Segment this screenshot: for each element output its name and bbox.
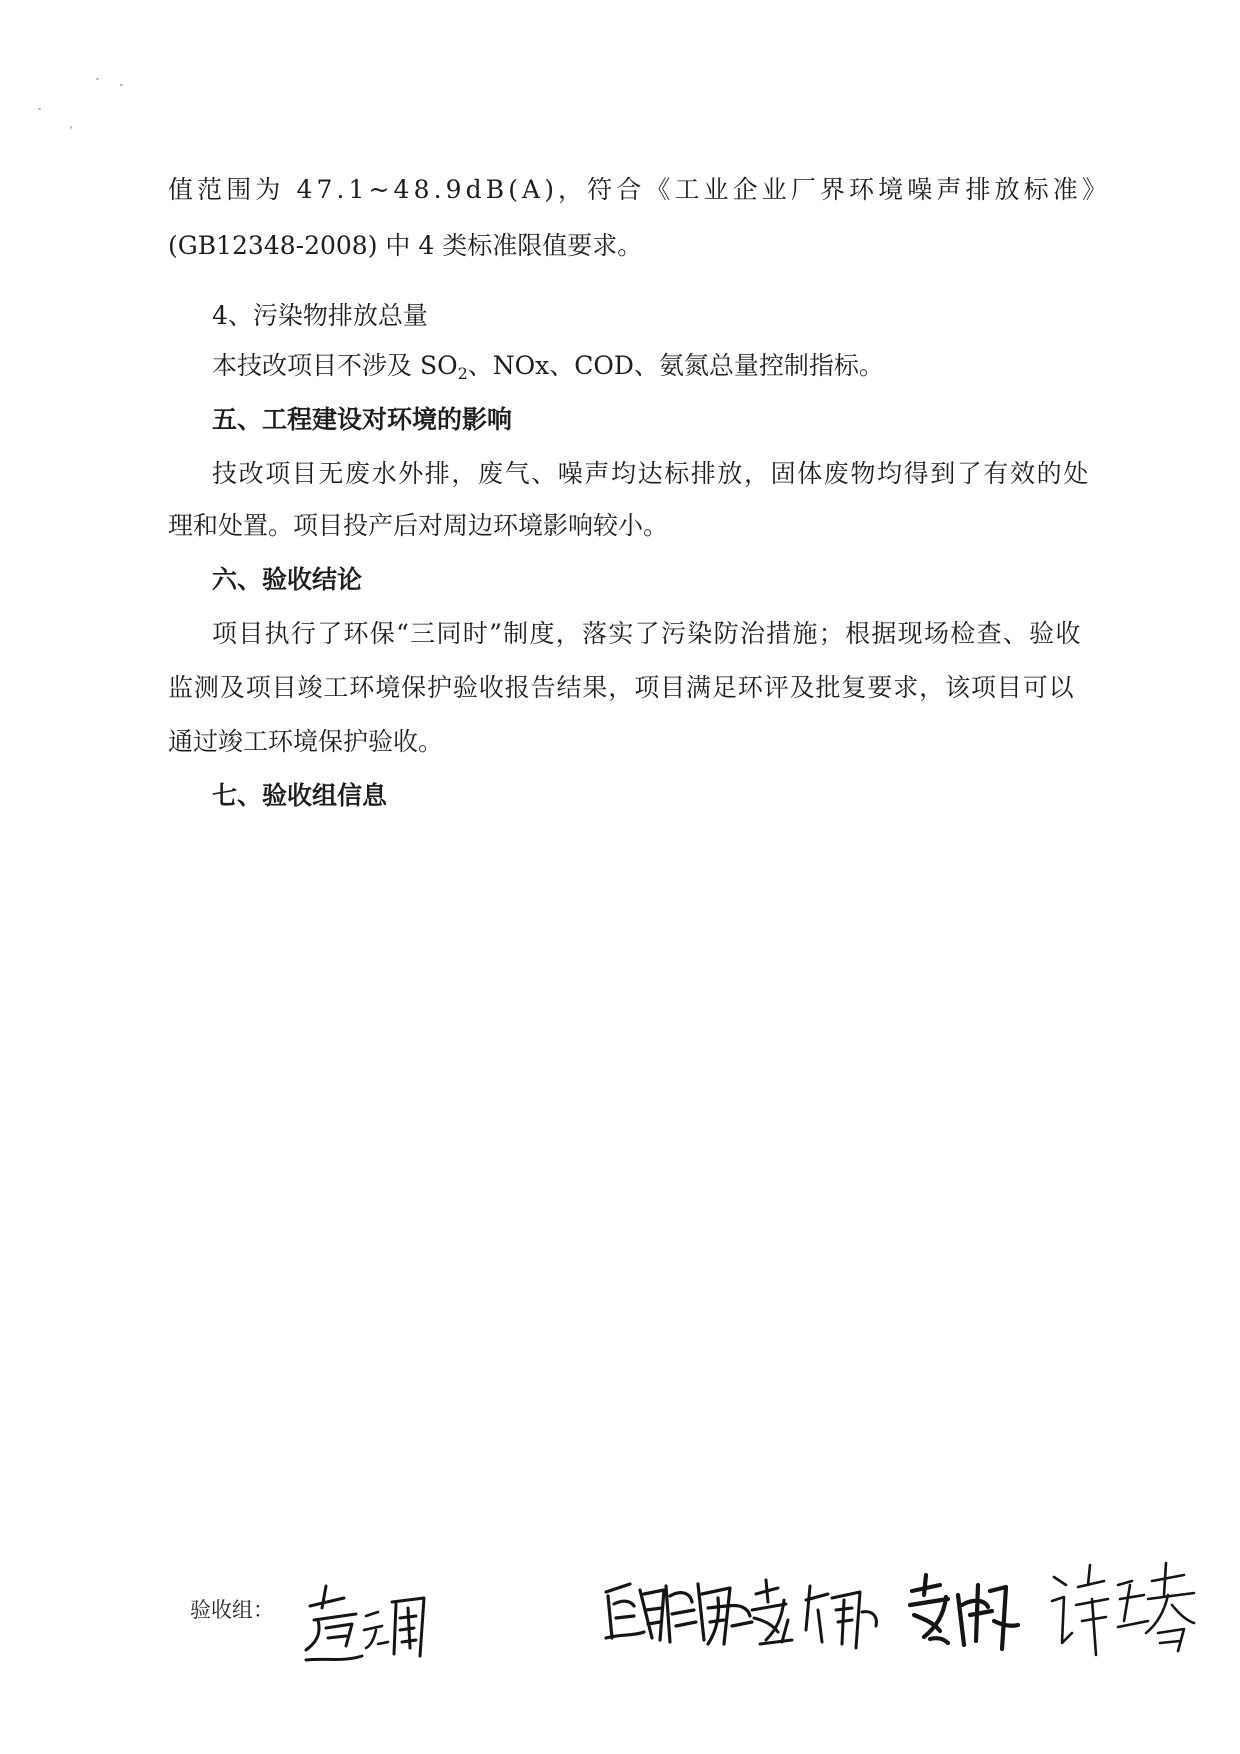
section-6-line-3: 通过竣工环境保护验收。 xyxy=(168,727,444,756)
section-6-title: 六、验收结论 xyxy=(212,565,363,594)
noise-line-1: 值范围为 47.1~48.9dB(A)，符合《工业企业厂界环境噪声排放标准》 xyxy=(168,175,1111,204)
section-4-text-part2: 、NOx、COD、氨氮总量控制指标。 xyxy=(467,351,884,380)
section-5-title: 五、工程建设对环境的影响 xyxy=(212,405,513,434)
acceptance-group-label: 验收组： xyxy=(190,1598,274,1622)
scan-speck xyxy=(38,108,41,110)
section-4-text-part1: 本技改项目不涉及 SO xyxy=(212,351,458,380)
noise-line-2: (GB12348-2008) 中 4 类标准限值要求。 xyxy=(168,231,643,260)
section-5-line-2: 理和处置。项目投产后对周边环境影响较小。 xyxy=(168,511,669,540)
signature-1 xyxy=(296,1578,436,1668)
section-6-line-2: 监测及项目竣工环境保护验收报告结果，项目满足环评及批复要求，该项目可以 xyxy=(168,673,1075,702)
signature-5 xyxy=(1048,1555,1198,1665)
section-4-title: 4、污染物排放总量 xyxy=(212,301,428,330)
scan-speck xyxy=(120,84,123,86)
signature-3 xyxy=(748,1570,888,1655)
section-4-text xyxy=(212,342,1112,398)
section-6-line-1: 项目执行了环保“三同时”制度，落实了污染防治措施；根据现场检查、验收 xyxy=(212,619,1082,648)
signature-4 xyxy=(906,1565,1026,1660)
signature-2 xyxy=(600,1560,760,1655)
section-5-line-1: 技改项目无废水外排，废气、噪声均达标排放，固体废物均得到了有效的处 xyxy=(212,459,1090,488)
scan-speck xyxy=(70,126,72,129)
section-7-title: 七、验收组信息 xyxy=(212,781,388,810)
so2-subscript: 2 xyxy=(457,364,468,383)
scan-speck xyxy=(96,78,99,80)
